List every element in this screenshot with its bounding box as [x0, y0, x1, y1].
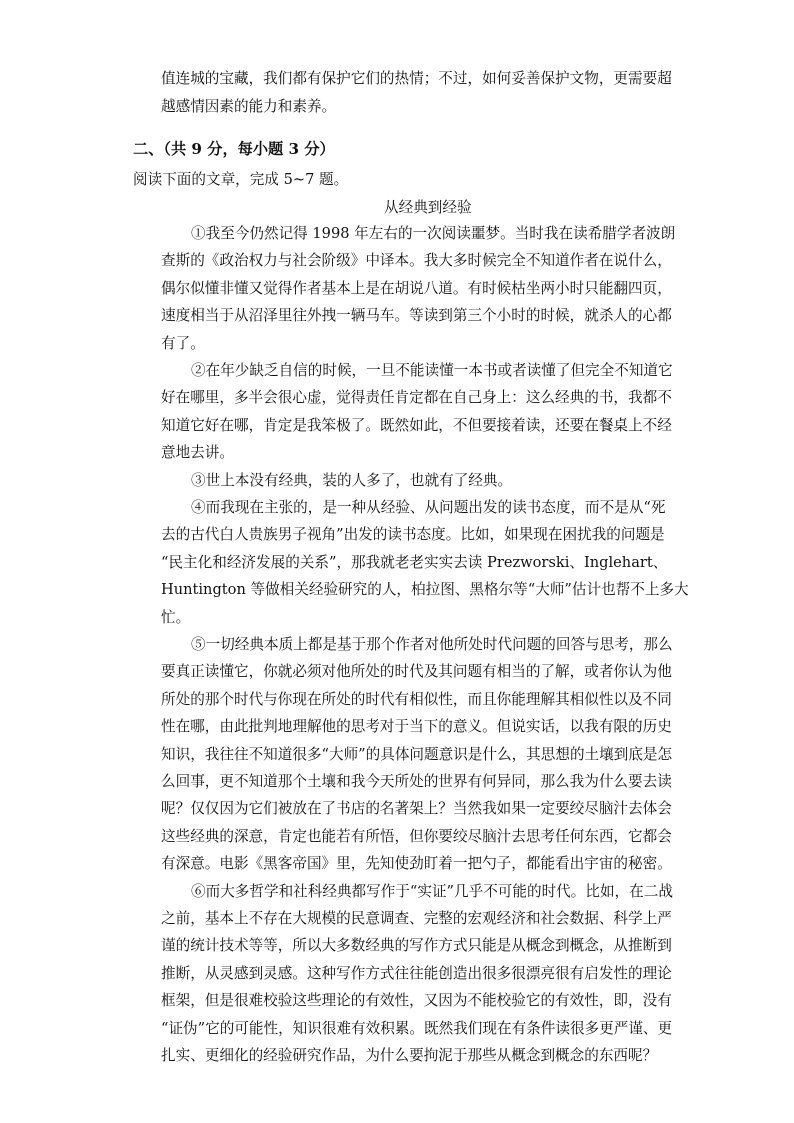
text-line: 所处的那个时代与你现在所处的时代有相似性，而且你能理解其相似性以及不同	[161, 691, 672, 708]
text-line: 速度相当于从沼泽里往外拽一辆马车。等读到第三个小时的时候，就杀人的心都	[161, 307, 672, 324]
text-line: 之前，基本上不存在大规模的民意调查、完整的宏观经济和社会数据、科学上严	[161, 910, 672, 927]
section-instruction: 阅读下面的文章，完成 5~7 题。	[133, 171, 349, 188]
paragraph-first-line: ④而我现在主张的，是一种从经验、从问题出发的读书态度，而不是从“死	[191, 499, 666, 516]
text-line: 知识，我往往不知道很多“大师”的具体问题意识是什么，其思想的土壤到底是怎	[161, 746, 673, 763]
text-line: 查斯的《政治权力与社会阶级》中译本。我大多时候完全不知道作者在说什么，	[161, 252, 672, 269]
text-line: 要真正读懂它，你就必须对他所处的时代及其问题有相当的了解，或者你认为他	[161, 663, 672, 680]
text-line: 呢？仅仅因为它们被放在了书店的名著架上？当然我如果一定要绞尽脑汁去体会	[161, 800, 672, 817]
text-line: 框架，但是很难校验这些理论的有效性，又因为不能校验它的有效性，即，没有	[161, 992, 672, 1009]
article-title: 从经典到经验	[384, 199, 472, 216]
paragraph-first-line: ⑤一切经典本质上都是基于那个作者对他所处时代问题的回答与思考，那么	[191, 636, 673, 653]
text-line: 值连城的宝藏，我们都有保护它们的热情；不过，如何妥善保护文物，更需要超	[161, 70, 672, 87]
text-line: 知道它好在哪，肯定是我笨极了。既然如此，不但要接着读，还要在餐桌上不经	[161, 417, 672, 434]
text-line: 有深意。电影《黑客帝国》里，先知使劲盯着一把勺子，都能看出宇宙的秘密。	[161, 855, 672, 872]
text-line: “民主化和经济发展的关系”，那我就老老实实去读 Prezworski、Inglehart、	[161, 554, 668, 571]
text-line: “证伪”它的可能性，知识很难有效积累。既然我们现在有条件读很多更严谨、更	[161, 1020, 673, 1037]
text-line: 这些经典的深意，肯定也能若有所悟，但你要绞尽脑汁去思考任何东西，它都会	[161, 828, 672, 845]
paragraph-first-line: ②在年少缺乏自信的时候，一旦不能读懂一本书或者读懂了但完全不知道它	[191, 362, 673, 379]
text-line: 去的古代白人贵族男子视角”出发的读书态度。比如，如果现在困扰我的问题是	[161, 526, 665, 543]
text-line: 好在哪里，多半会很心虚，觉得责任肯定都在自己身上：这么经典的书，我都不	[161, 389, 672, 406]
text-line: 偶尔似懂非懂又觉得作者基本上是在胡说八道。有时候枯坐两小时只能翻四页，	[161, 280, 672, 297]
text-line: 忙。	[161, 609, 191, 626]
text-line: 有了。	[161, 335, 205, 352]
paragraph-first-line: ①我至今仍然记得 1998 年左右的一次阅读噩梦。当时我在读希腊学者波朗	[191, 225, 676, 242]
paragraph-first-line: ③世上本没有经典，装的人多了，也就有了经典。	[191, 472, 513, 489]
text-line: 意地去讲。	[161, 444, 234, 461]
text-line: Huntington 等做相关经验研究的人，柏拉图、黑格尔等“大师”估计也帮不上多大	[161, 581, 689, 598]
text-line: 扎实、更细化的经验研究作品，为什么要拘泥于那些从概念到概念的东西呢？	[161, 1047, 658, 1064]
text-line: 越感情因素的能力和素养。	[161, 98, 337, 115]
text-line: 推断，从灵感到灵感。这种写作方式往往能创造出很多很漂亮很有启发性的理论	[161, 965, 672, 982]
text-line: 么回事，更不知道那个土壤和我今天所处的世界有何异同，那么我为什么要去读	[161, 773, 672, 790]
text-line: 谨的统计技术等等，所以大多数经典的写作方式只能是从概念到概念，从推断到	[161, 937, 672, 954]
section-heading: 二、（共 9 分，每小题 3 分）	[133, 140, 335, 158]
paragraph-first-line: ⑥而大多哲学和社科经典都写作于“实证”几乎不可能的时代。比如，在二战	[191, 883, 673, 900]
text-line: 性在哪，由此批判地理解他的思考对于当下的意义。但说实话，以我有限的历史	[161, 718, 672, 735]
